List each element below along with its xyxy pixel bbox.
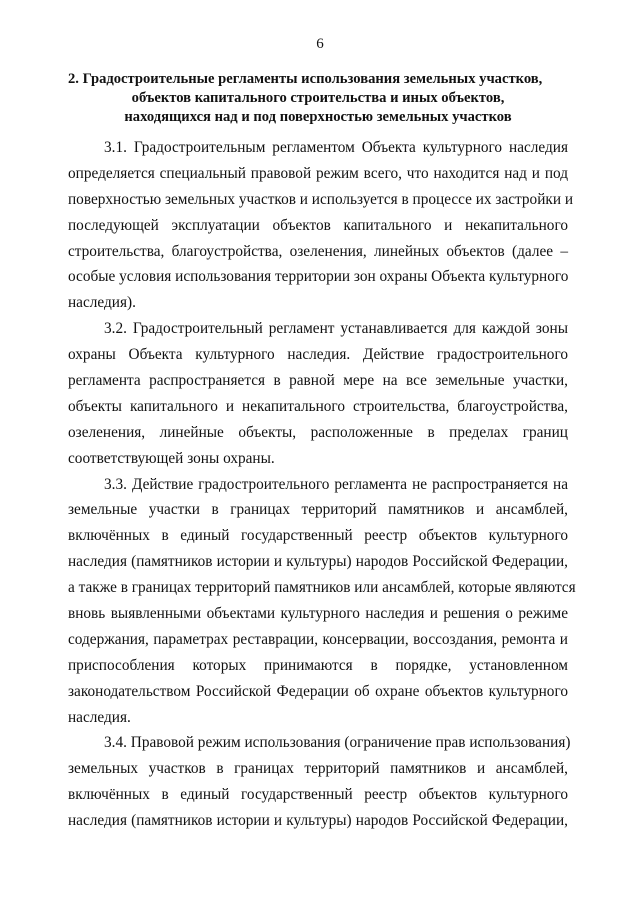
text-line: определяется специальный правовой режим всего, что находится над и под [68, 164, 568, 182]
text-line: а также в границах территорий памятников или ансамблей, которые являются [68, 579, 576, 597]
text-line: 3.2. Градостроительный регламент устанавливается для каждой зоны [104, 320, 568, 338]
section-heading [68, 70, 568, 127]
text-line: соответствующей зоны охраны. [68, 449, 275, 467]
text-line: последующей эксплуатации объектов капитального и некапитального [68, 216, 568, 234]
paragraph-3-3 [68, 472, 576, 731]
text-line: 3.1. Градостроительным регламентом Объекта культурного наследия [104, 139, 568, 156]
text-line: вновь выявленными объектами культурного наследия и решения о режиме [68, 605, 568, 623]
text-line: включённых в единый государственный реестр объектов культурного [68, 786, 568, 804]
document-body [68, 135, 576, 834]
text-line: 3.4. Правовой режим использования (ограничение прав использования) [104, 734, 571, 752]
text-line: законодательством Российской Федерации об охране объектов культурного [68, 682, 568, 700]
text-line: объекты капитального и некапитального строительства, благоустройства, [68, 397, 568, 415]
text-line: включённых в единый государственный реестр объектов культурного [68, 527, 568, 545]
text-line: 3.3. Действие градостроительного регламента не распространяется на [104, 475, 568, 493]
paragraph-3-1 [68, 135, 574, 316]
text-line: приспособления которых принимаются в порядке, установленном [68, 656, 568, 674]
text-line: озеленения, линейные объекты, расположенные в пределах границ [68, 423, 568, 441]
text-line: наследия (памятников истории и культуры) народов Российской Федерации, [68, 553, 568, 571]
text-line: земельных участков в границах территорий памятников и ансамблей, [68, 760, 568, 778]
text-line: особые условия использования территории зон охраны Объекта культурного [68, 268, 569, 286]
page-number: 6 [316, 36, 324, 52]
heading-line: 2. Градостроительные регламенты использования земельных участков, [68, 71, 543, 87]
text-line: наследия. [68, 708, 131, 726]
text-line: строительства, благоустройства, озеленения, линейных объектов (далее – [68, 242, 568, 260]
text-line: поверхностью земельных участков и используется в процессе их застройки и [68, 190, 574, 208]
text-line: наследия). [68, 294, 136, 312]
text-line: регламента распространяется в равной мере на все земельные участки, [68, 372, 568, 390]
text-line: наследия (памятников истории и культуры) народов Российской Федерации, [68, 812, 568, 830]
heading-line: находящихся над и под поверхностью земельных участков [124, 109, 512, 125]
text-line: земельные участки в границах территорий памятников и ансамблей, [68, 501, 568, 519]
heading-line: объектов капитального строительства и иных объектов, [131, 90, 505, 106]
paragraph-3-4 [68, 730, 571, 834]
text-line: содержания, параметрах реставрации, консервации, воссоздания, ремонта и [68, 630, 568, 648]
text-line: охраны Объекта культурного наследия. Действие градостроительного [68, 346, 568, 364]
paragraph-3-2 [68, 316, 568, 471]
